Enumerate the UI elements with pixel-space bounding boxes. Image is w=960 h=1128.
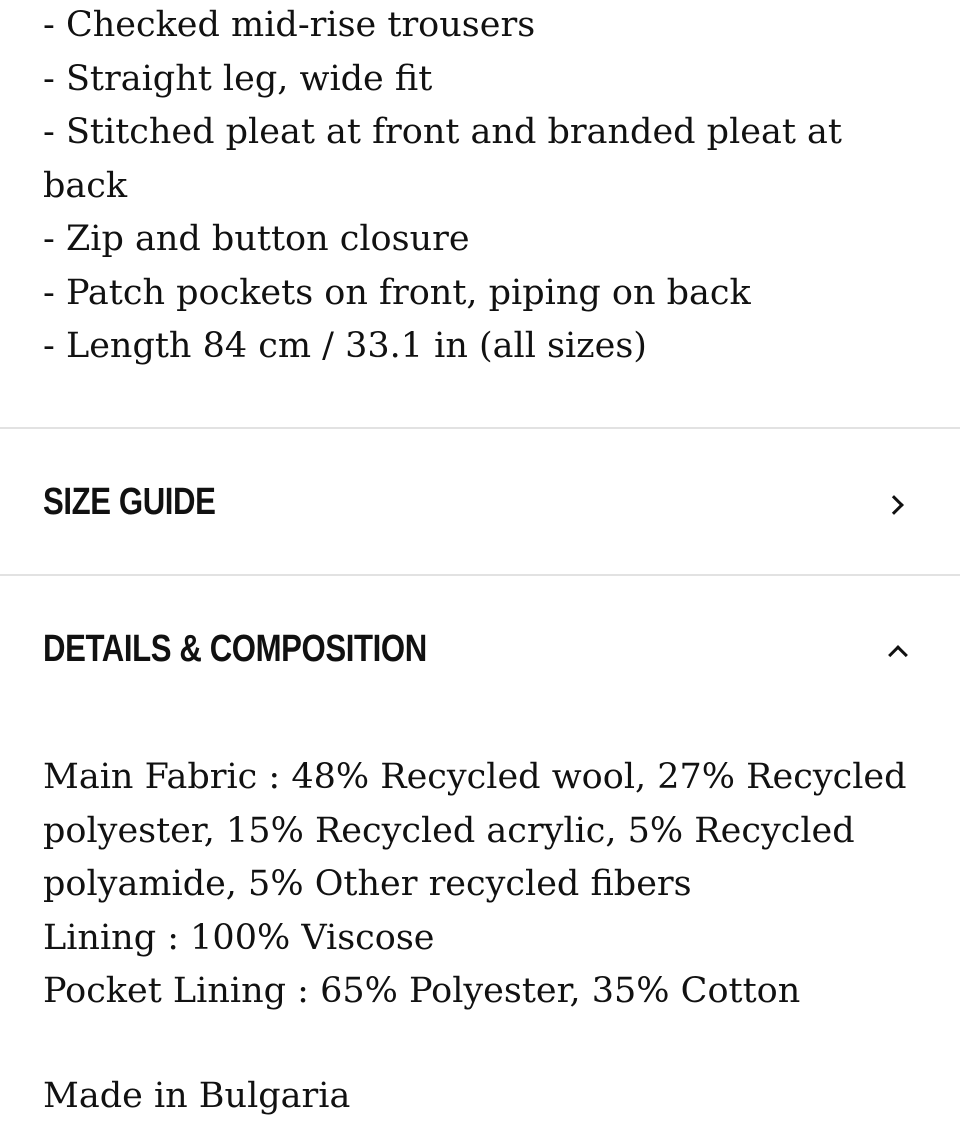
description-bullet: - Checked mid-rise trousers (43, 5, 536, 45)
size-guide-accordion-header[interactable] (0, 445, 960, 565)
section-divider (0, 574, 960, 576)
made-in-text: Made in Bulgaria (43, 1076, 351, 1116)
description-bullet: - Straight leg, wide fit (43, 58, 433, 99)
chevron-right-icon (884, 495, 904, 515)
description-bullet: - Zip and button closure (43, 219, 470, 259)
details-composition-accordion-header[interactable] (0, 592, 960, 712)
lining-text: Lining : 100% Viscose (43, 917, 435, 958)
chevron-up-icon (888, 645, 908, 665)
details-composition-title: DETAILS & COMPOSITION (43, 628, 427, 670)
size-guide-title: SIZE GUIDE (43, 481, 216, 523)
description-bullet: - Length 84 cm / 33.1 in (all sizes) (43, 326, 647, 366)
composition-content (43, 751, 923, 1019)
section-divider (0, 427, 960, 429)
product-description-list (43, 0, 923, 374)
pocket-lining-text: Pocket Lining : 65% Polyester, 35% Cotton (43, 971, 801, 1011)
description-bullet: - Patch pockets on front, piping on back (43, 272, 751, 313)
description-bullet: - Stitched pleat at front and branded pleat at back (43, 112, 842, 206)
main-fabric-text: Main Fabric : 48% Recycled wool, 27% Recycled polyester, 15% Recycled acrylic, 5% Recycled polyamide, 5% Other recycled fibers (43, 757, 907, 904)
